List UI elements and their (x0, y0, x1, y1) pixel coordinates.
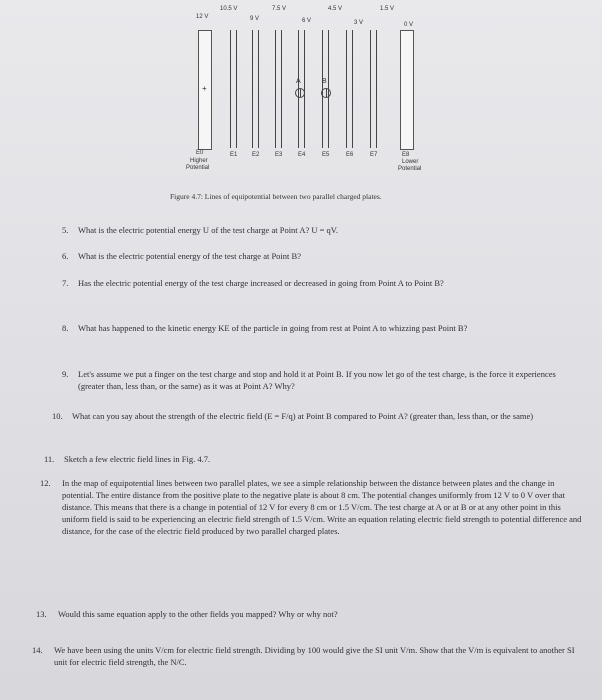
voltage-label-10-5: 10.5 V (220, 6, 238, 12)
voltage-label-4-5: 4.5 V (328, 6, 343, 12)
voltage-label-7-5: 7.5 V (272, 6, 287, 12)
label-e6: E6 (346, 152, 354, 158)
voltage-label-12: 12 V (196, 14, 209, 20)
equipotential-line-e7 (370, 30, 371, 148)
equipotential-line-e4b (304, 30, 305, 148)
equipotential-line-e3 (275, 30, 276, 148)
equipotential-line-e3b (281, 30, 282, 148)
equipotential-line-e7b (376, 30, 377, 148)
voltage-label-0: 0 V (404, 22, 414, 28)
label-e5: E5 (322, 152, 330, 158)
question-6: 6. What is the electric potential energy of the test charge at Point B? (62, 251, 301, 261)
question-7: 7. Has the electric potential energy of the test charge increased or decreased in going from Point A to Point B? (62, 278, 444, 288)
question-14: 14. We have been using the units V/cm for electric field strength. Dividing by 100 would give the SI unit V/m. Show that the V/m is equivalent to another SI unit for electric field strength, the N/C. (32, 645, 575, 667)
test-charge-a (295, 88, 305, 98)
voltage-label-9: 9 V (250, 16, 260, 22)
plus-sign: + (202, 84, 207, 93)
question-5: 5. What is the electric potential energy U of the test charge at Point A? U = qV. (62, 225, 338, 235)
voltage-label-3: 3 V (354, 20, 364, 26)
figure-caption: Figure 4.7: Lines of equipotential between two parallel charged plates. (170, 192, 382, 201)
question-9: 9. Let's assume we put a finger on the test charge and stop and hold it at Point B. If you now let go of the test charge, is the force it experiences (greater than, less than, or the same) as it was at Point A? Why? (62, 369, 556, 391)
higher-label: Higher (190, 158, 208, 164)
equipotential-line-e6b (352, 30, 353, 148)
potential-label-right: Potential (398, 166, 422, 172)
label-e2: E2 (252, 152, 260, 158)
point-a-label: A (296, 78, 301, 85)
negative-plate (400, 30, 414, 150)
voltage-label-6: 6 V (302, 18, 312, 24)
label-e8: E8 (402, 152, 410, 158)
lower-label: Lower (402, 159, 419, 165)
label-e4: E4 (298, 152, 306, 158)
question-12: 12. In the map of equipotential lines between two parallel plates, we see a simple relationship between the distance between plates and the change in potential. The entire distance from the positive plate to the negative plate is about 8 cm. The potential changes uniformly from 12 V to 0 V over that distance. This means that there is a change in potential of 12 V for every 8 cm or 1.5 V/cm. The test charge at A or at B or at any other point in this uniform field is said to be experiencing an electric field strength of 1.5 V/cm. Write an equation relating electric field strength to potential difference and distance, for the case of the electric field produced by two parallel charged plates. (40, 478, 582, 536)
equipotential-line-e6 (346, 30, 347, 148)
label-e3: E3 (275, 152, 283, 158)
equipotential-line-e1 (230, 30, 231, 148)
label-e1: E1 (230, 152, 238, 158)
point-b-label: B (322, 78, 327, 85)
question-13: 13. Would this same equation apply to the other fields you mapped? Why or why not? (36, 609, 338, 619)
test-charge-b (321, 88, 331, 98)
potential-label-left: Potential (186, 165, 210, 171)
equipotential-line-e2b (258, 30, 259, 148)
label-e0: E0 (196, 150, 204, 156)
equipotential-line-e2 (252, 30, 253, 148)
equipotential-line-e1b (236, 30, 237, 148)
voltage-label-1-5: 1.5 V (380, 6, 395, 12)
equipotential-figure (0, 0, 602, 200)
question-10: 10. What can you say about the strength of the electric field (E = F/q) at Point B compared to Point A? (greater than, less than, or the same) (52, 411, 534, 421)
label-e7: E7 (370, 152, 378, 158)
question-8: 8. What has happened to the kinetic energy KE of the particle in going from rest at Point A to whizzing past Point B? (62, 323, 468, 333)
question-11: 11. Sketch a few electric field lines in Fig. 4.7. (44, 454, 211, 464)
